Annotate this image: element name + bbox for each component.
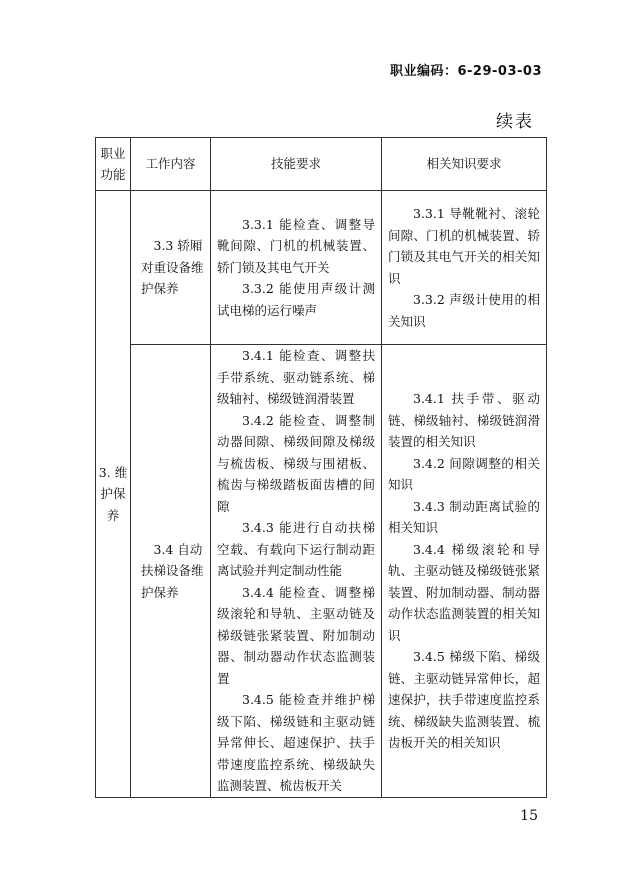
skill-item: 3.4.4 能检查、调整梯级滚轮和导轨、主驱动链及梯级链张紧装置、附加制动器、制动器动作状态监测装置 (217, 584, 375, 686)
table-row (96, 345, 547, 798)
header-knowledge: 相关知识要求 (382, 138, 547, 191)
header-function: 职业功能 (96, 138, 131, 191)
skill-item: 3.3.2 能使用声级计测试电梯的运行噪声 (217, 281, 375, 318)
header-skills: 技能要求 (211, 138, 382, 191)
occupation-code: 职业编码：6-29-03-03 (389, 64, 542, 79)
knowledge-item: 3.3.2 声级计使用的相关知识 (388, 292, 540, 329)
function-cell: 3. 维护保养 (96, 191, 131, 798)
knowledge-cell (382, 191, 547, 345)
knowledge-item: 3.4.5 梯级下陷、梯级链、主驱动链异常伸长，超速保护，扶手带速度监控系统、梯级缺失监测装置、梳齿板开关的相关知识 (388, 649, 540, 750)
skills-cell (211, 191, 382, 345)
page-number: 15 (520, 808, 538, 824)
work-cell: 3.4 自动扶梯设备维护保养 (131, 345, 211, 798)
work-cell: 3.3 轿厢对重设备维护保养 (131, 191, 211, 345)
knowledge-item: 3.4.2 间隙调整的相关知识 (388, 455, 540, 492)
skill-item: 3.4.1 能检查、调整扶手带系统、驱动链系统、梯级轴衬、梯级链润滑装置 (217, 348, 375, 406)
knowledge-item: 3.4.3 制动距离试验的相关知识 (388, 498, 540, 535)
table-header-row (96, 138, 547, 191)
skills-cell (211, 345, 382, 798)
knowledge-cell (382, 345, 547, 798)
skill-item: 3.3.1 能检查、调整导靴间隙、门机的机械装置、轿门锁及其电气开关 (217, 216, 375, 275)
knowledge-item: 3.4.4 梯级滚轮和导轨、主驱动链及梯级链张紧装置、附加制动器、制动器动作状态监测装置的相关知识 (388, 541, 540, 643)
skill-item: 3.4.2 能检查、调整制动器间隙、梯级间隙及梯级与梳齿板、梯级与围裙板、梳齿与梯级踏板面齿槽的间隙 (217, 412, 375, 514)
table-row (96, 191, 547, 345)
requirements-table (95, 137, 547, 798)
continued-label: 续表 (496, 112, 534, 132)
knowledge-item: 3.4.1 扶手带、驱动链、梯级轴衬、梯级链润滑装置的相关知识 (388, 391, 540, 449)
skill-item: 3.4.5 能检查并维护梯级下陷、梯级链和主驱动链异常伸长、超速保护、扶手带速度监控系统、梯级缺失监测装置、梳齿板开关 (217, 692, 375, 793)
knowledge-item: 3.3.1 导靴靴衬、滚轮间隙、门机的机械装置、轿门锁及其电气开关的相关知识 (388, 206, 540, 286)
header-work: 工作内容 (131, 138, 211, 191)
skill-item: 3.4.3 能进行自动扶梯空载、有载向下运行制动距离试验并判定制动性能 (217, 520, 375, 578)
